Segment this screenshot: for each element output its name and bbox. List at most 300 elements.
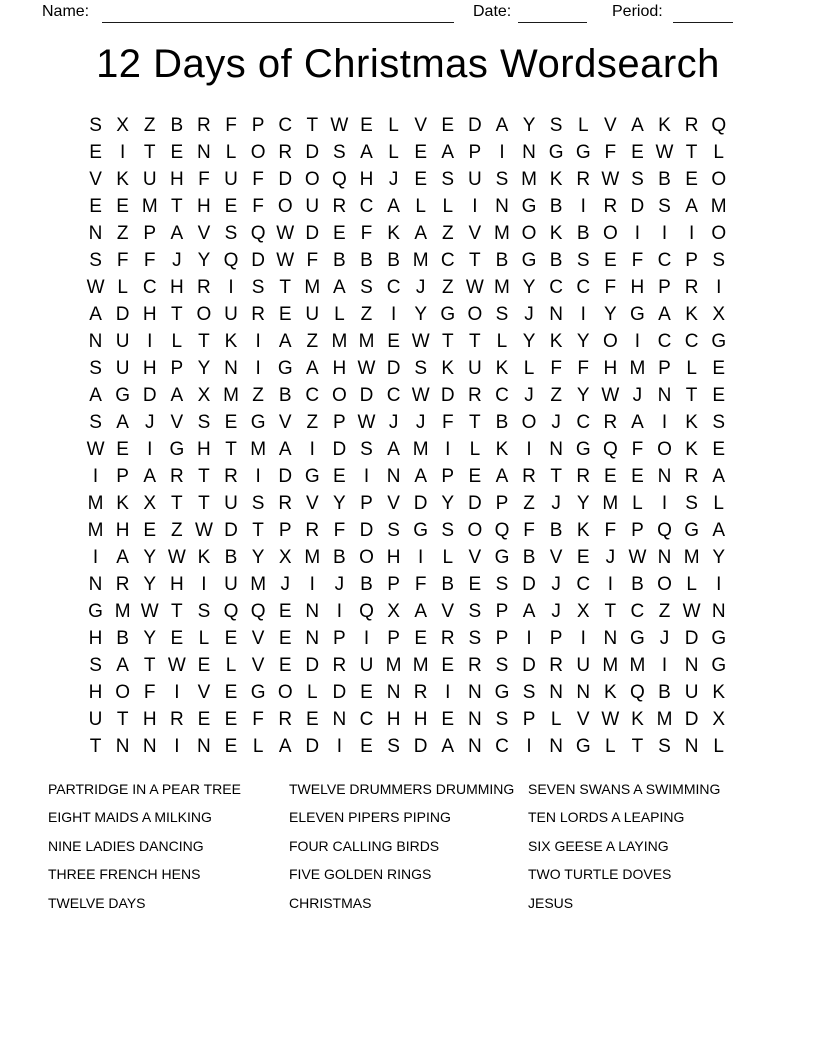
grid-letter-r8-c1: A: [89, 304, 102, 325]
grid-letter-r21-c10: R: [332, 655, 347, 676]
grid-letter-r18-c4: H: [169, 574, 184, 595]
grid-letter-r21-c15: R: [467, 655, 482, 676]
grid-letter-r11-c11: D: [359, 385, 374, 406]
grid-letter-r14-c9: G: [304, 466, 320, 487]
grid-letter-r8-c2: D: [115, 304, 130, 325]
grid-letter-r6-c6: Q: [223, 250, 239, 271]
grid-letter-r9-c10: M: [331, 331, 348, 352]
grid-letter-r5-c20: O: [602, 223, 618, 244]
word-list-item: THREE FRENCH HENS: [48, 866, 201, 883]
grid-letter-r14-c4: R: [169, 466, 184, 487]
date-blank-line: [518, 6, 587, 23]
grid-letter-r21-c24: G: [711, 655, 727, 676]
date-label: Date:: [473, 3, 512, 20]
grid-letter-r13-c7: M: [250, 439, 267, 460]
grid-letter-r15-c3: X: [143, 493, 157, 514]
grid-letter-r6-c13: M: [412, 250, 429, 271]
grid-letter-r6-c1: S: [89, 250, 102, 271]
period-blank-line: [673, 6, 733, 23]
grid-letter-r14-c13: A: [414, 466, 428, 487]
grid-letter-r4-c6: E: [224, 196, 238, 217]
word-list: [48, 780, 768, 922]
grid-letter-r16-c2: H: [115, 520, 130, 541]
grid-letter-r23-c9: E: [305, 709, 319, 730]
grid-letter-r17-c22: N: [657, 547, 672, 568]
grid-letter-r5-c6: S: [224, 223, 238, 244]
grid-letter-r12-c4: V: [170, 412, 184, 433]
grid-letter-r18-c9: I: [309, 574, 315, 595]
grid-letter-r3-c21: S: [631, 169, 644, 190]
grid-letter-r14-c10: E: [333, 466, 346, 487]
grid-letter-r6-c19: S: [576, 250, 590, 271]
grid-letter-r1-c11: E: [360, 115, 373, 136]
grid-letter-r2-c1: E: [89, 142, 102, 163]
grid-letter-r10-c3: H: [142, 358, 157, 379]
grid-letter-r19-c16: P: [495, 601, 509, 622]
grid-letter-r13-c13: M: [412, 439, 429, 460]
grid-letter-r23-c17: P: [522, 709, 536, 730]
grid-letter-r5-c17: O: [521, 223, 537, 244]
grid-letter-r3-c1: V: [89, 169, 102, 190]
grid-letter-r3-c16: S: [495, 169, 509, 190]
grid-letter-r7-c10: A: [333, 277, 346, 298]
grid-letter-r14-c20: E: [603, 466, 617, 487]
grid-letter-r19-c6: Q: [223, 601, 239, 622]
grid-letter-r14-c16: A: [495, 466, 509, 487]
grid-letter-r2-c23: T: [685, 142, 698, 163]
grid-letter-r15-c11: P: [360, 493, 373, 514]
grid-letter-r7-c15: W: [465, 277, 484, 298]
grid-letter-r3-c15: U: [467, 169, 482, 190]
grid-letter-r23-c4: R: [169, 709, 184, 730]
grid-letter-r1-c7: P: [251, 115, 265, 136]
grid-letter-r16-c14: S: [441, 520, 455, 541]
grid-letter-r8-c21: G: [630, 304, 645, 325]
grid-letter-r6-c12: B: [387, 250, 400, 271]
grid-letter-r8-c19: I: [580, 304, 586, 325]
grid-letter-r15-c13: D: [413, 493, 428, 514]
grid-letter-r3-c13: E: [414, 169, 428, 190]
grid-letter-r10-c1: S: [89, 358, 102, 379]
grid-letter-r16-c24: A: [712, 520, 726, 541]
grid-letter-r2-c2: I: [120, 142, 126, 163]
grid-letter-r18-c20: I: [607, 574, 613, 595]
grid-letter-r23-c24: X: [712, 709, 726, 730]
grid-letter-r6-c15: T: [469, 250, 481, 271]
grid-letter-r5-c3: P: [143, 223, 157, 244]
word-list-item: NINE LADIES DANCING: [48, 837, 204, 854]
grid-letter-r18-c7: M: [250, 574, 267, 595]
grid-letter-r4-c14: L: [442, 196, 454, 217]
grid-letter-r8-c3: H: [142, 304, 157, 325]
grid-letter-r9-c12: E: [387, 331, 400, 352]
grid-letter-r14-c24: A: [712, 466, 726, 487]
grid-letter-r9-c5: T: [198, 331, 210, 352]
grid-letter-r9-c7: I: [255, 331, 261, 352]
grid-letter-r21-c11: U: [359, 655, 374, 676]
page-title: 12 Days of Christmas Wordsearch: [96, 42, 720, 86]
grid-letter-r22-c20: K: [603, 682, 617, 703]
grid-letter-r18-c10: J: [334, 574, 345, 595]
grid-letter-r4-c24: M: [710, 196, 727, 217]
grid-letter-r3-c19: R: [576, 169, 591, 190]
grid-letter-r23-c12: H: [386, 709, 401, 730]
grid-letter-r1-c8: C: [278, 115, 293, 136]
grid-letter-r19-c18: J: [551, 601, 561, 622]
grid-letter-r6-c20: E: [603, 250, 617, 271]
grid-letter-r20-c4: E: [170, 628, 184, 649]
grid-letter-r13-c3: I: [147, 439, 153, 460]
grid-letter-r13-c9: I: [309, 439, 315, 460]
grid-letter-r20-c15: S: [468, 628, 482, 649]
grid-letter-r22-c11: E: [360, 682, 373, 703]
grid-letter-r12-c11: W: [357, 412, 376, 433]
grid-letter-r21-c21: M: [629, 655, 646, 676]
grid-letter-r3-c2: K: [116, 169, 129, 190]
grid-letter-r24-c22: S: [658, 736, 671, 757]
grid-letter-r2-c6: L: [225, 142, 237, 163]
grid-letter-r9-c21: I: [634, 331, 641, 352]
grid-letter-r22-c22: B: [658, 682, 671, 703]
grid-letter-r11-c22: N: [657, 385, 672, 406]
grid-letter-r21-c5: E: [197, 655, 211, 676]
grid-letter-r22-c16: G: [494, 682, 510, 703]
grid-letter-r11-c6: M: [223, 385, 239, 406]
grid-letter-r8-c16: S: [495, 304, 509, 325]
grid-letter-r2-c17: N: [522, 142, 536, 163]
grid-letter-r1-c23: R: [684, 115, 699, 136]
grid-letter-r4-c15: I: [472, 196, 478, 217]
grid-letter-r17-c11: O: [359, 547, 374, 568]
grid-letter-r13-c21: F: [631, 439, 644, 460]
grid-letter-r1-c20: V: [603, 115, 617, 136]
grid-letter-r5-c10: E: [333, 223, 346, 244]
word-list-item: SEVEN SWANS A SWIMMING: [528, 781, 721, 797]
grid-letter-r9-c13: W: [411, 331, 430, 352]
grid-letter-r2-c15: P: [468, 142, 482, 163]
grid-letter-r14-c17: R: [522, 466, 536, 487]
grid-letter-r10-c16: K: [495, 358, 509, 379]
grid-letter-r18-c18: J: [551, 574, 561, 595]
grid-letter-r10-c20: H: [603, 358, 618, 379]
grid-letter-r11-c9: C: [305, 385, 320, 406]
word-list-item: TWELVE DRUMMERS DRUMMING: [289, 781, 515, 797]
grid-letter-r15-c4: T: [171, 493, 183, 514]
grid-letter-r7-c23: R: [684, 277, 699, 298]
grid-letter-r8-c15: O: [467, 304, 483, 325]
grid-letter-r2-c8: R: [278, 142, 293, 163]
grid-letter-r13-c23: K: [685, 439, 698, 460]
grid-letter-r11-c24: E: [712, 385, 726, 406]
grid-letter-r7-c13: J: [415, 277, 426, 298]
grid-letter-r11-c23: T: [685, 385, 698, 406]
grid-letter-r24-c10: I: [336, 736, 343, 757]
grid-letter-r16-c22: Q: [657, 520, 672, 541]
grid-letter-r4-c8: O: [277, 196, 293, 217]
grid-letter-r16-c13: G: [413, 520, 429, 541]
grid-letter-r11-c16: C: [495, 385, 509, 406]
grid-letter-r1-c10: W: [330, 115, 349, 136]
grid-letter-r3-c23: E: [685, 169, 698, 190]
grid-letter-r15-c23: S: [685, 493, 698, 514]
grid-letter-r23-c15: N: [467, 709, 482, 730]
grid-letter-r17-c21: W: [628, 547, 647, 568]
grid-letter-r12-c20: R: [603, 412, 618, 433]
grid-letter-r14-c21: E: [631, 466, 644, 487]
grid-letter-r21-c8: E: [278, 655, 292, 676]
grid-letter-r23-c10: N: [332, 709, 347, 730]
grid-letter-r7-c8: T: [279, 277, 291, 298]
grid-letter-r5-c13: A: [414, 223, 428, 244]
grid-letter-r12-c12: J: [388, 412, 399, 433]
grid-letter-r22-c10: D: [332, 682, 347, 703]
grid-letter-r4-c22: S: [658, 196, 671, 217]
grid-letter-r13-c19: G: [575, 439, 591, 460]
grid-letter-r7-c18: C: [549, 277, 563, 298]
grid-letter-r1-c17: Y: [522, 115, 536, 136]
grid-letter-r8-c22: A: [658, 304, 671, 325]
grid-letter-r24-c15: N: [467, 736, 482, 757]
grid-letter-r21-c9: D: [305, 655, 320, 676]
grid-letter-r3-c12: J: [388, 169, 399, 190]
grid-letter-r1-c3: Z: [143, 115, 156, 136]
grid-letter-r4-c1: E: [89, 196, 102, 217]
grid-letter-r17-c10: B: [333, 547, 346, 568]
grid-letter-r15-c16: P: [495, 493, 509, 514]
grid-letter-r6-c5: Y: [197, 250, 211, 271]
grid-letter-r7-c5: R: [197, 277, 211, 298]
grid-letter-r16-c7: T: [252, 520, 264, 541]
grid-letter-r18-c11: B: [360, 574, 373, 595]
grid-letter-r2-c24: L: [713, 142, 724, 163]
grid-letter-r15-c20: M: [602, 493, 619, 514]
grid-letter-r17-c14: L: [442, 547, 454, 568]
grid-letter-r9-c4: L: [171, 331, 183, 352]
grid-letter-r12-c1: S: [89, 412, 102, 433]
grid-letter-r18-c3: Y: [143, 574, 157, 595]
grid-letter-r10-c13: S: [414, 358, 428, 379]
grid-letter-r13-c8: A: [278, 439, 292, 460]
grid-letter-r13-c4: G: [169, 439, 185, 460]
grid-letter-r23-c6: E: [224, 709, 238, 730]
grid-letter-r11-c15: R: [467, 385, 482, 406]
grid-letter-r21-c3: T: [143, 655, 156, 676]
grid-letter-r9-c20: O: [602, 331, 618, 352]
word-list-item: TEN LORDS A LEAPING: [528, 809, 685, 826]
grid-letter-r8-c6: U: [224, 304, 238, 325]
grid-letter-r6-c14: C: [440, 250, 455, 271]
grid-letter-r12-c3: J: [144, 412, 155, 433]
grid-letter-r15-c1: M: [87, 493, 104, 514]
grid-letter-r23-c8: R: [278, 709, 293, 730]
grid-letter-r4-c13: L: [415, 196, 426, 217]
grid-letter-r23-c19: V: [576, 709, 590, 730]
grid-letter-r20-c18: P: [549, 628, 563, 649]
grid-letter-r24-c12: S: [387, 736, 400, 757]
grid-letter-r24-c8: A: [278, 736, 292, 757]
grid-letter-r22-c2: O: [115, 682, 131, 703]
grid-letter-r4-c2: E: [116, 196, 129, 217]
grid-letter-r15-c6: U: [224, 493, 238, 514]
grid-letter-r22-c13: R: [413, 682, 428, 703]
grid-letter-r17-c18: V: [549, 547, 563, 568]
grid-letter-r16-c6: D: [224, 520, 238, 541]
grid-letter-r1-c15: D: [467, 115, 482, 136]
grid-letter-r24-c13: D: [413, 736, 428, 757]
grid-letter-r24-c1: T: [89, 736, 102, 757]
grid-letter-r10-c8: G: [277, 358, 293, 379]
grid-letter-r17-c24: Y: [712, 547, 726, 568]
grid-letter-r9-c1: N: [88, 331, 103, 352]
grid-letter-r5-c14: Z: [441, 223, 454, 244]
grid-letter-r21-c12: M: [385, 655, 402, 676]
grid-letter-r14-c11: I: [363, 466, 370, 487]
grid-letter-r10-c9: A: [305, 358, 319, 379]
grid-letter-r11-c20: W: [601, 385, 620, 406]
grid-letter-r5-c11: F: [360, 223, 373, 244]
grid-letter-r11-c2: G: [115, 385, 131, 406]
grid-letter-r16-c3: E: [143, 520, 157, 541]
grid-letter-r15-c17: Z: [523, 493, 535, 514]
grid-letter-r9-c14: T: [441, 331, 454, 352]
grid-letter-r9-c19: Y: [576, 331, 590, 352]
grid-letter-r24-c14: A: [441, 736, 455, 757]
grid-letter-r15-c9: V: [305, 493, 319, 514]
grid-letter-r18-c2: R: [115, 574, 130, 595]
grid-letter-r23-c2: T: [116, 709, 129, 730]
grid-letter-r3-c14: S: [441, 169, 455, 190]
grid-letter-r22-c24: K: [712, 682, 726, 703]
grid-letter-r23-c21: K: [631, 709, 644, 730]
grid-letter-r18-c5: I: [201, 574, 207, 595]
grid-letter-r3-c22: B: [658, 169, 671, 190]
grid-letter-r10-c2: U: [115, 358, 130, 379]
grid-letter-r21-c4: W: [167, 655, 186, 676]
grid-letter-r4-c3: M: [141, 196, 158, 217]
grid-letter-r24-c24: L: [713, 736, 724, 757]
grid-letter-r3-c10: Q: [332, 169, 347, 190]
grid-letter-r3-c24: O: [711, 169, 727, 190]
grid-letter-r5-c7: Q: [250, 223, 266, 244]
grid-letter-r20-c24: G: [711, 628, 727, 649]
grid-letter-r17-c8: X: [278, 547, 292, 568]
grid-letter-r11-c4: A: [170, 385, 184, 406]
grid-letter-r5-c5: V: [197, 223, 211, 244]
grid-letter-r4-c10: R: [332, 196, 347, 217]
grid-letter-r18-c23: L: [686, 574, 697, 595]
grid-letter-r17-c5: K: [197, 547, 211, 568]
grid-letter-r15-c2: K: [116, 493, 129, 514]
grid-letter-r16-c12: S: [387, 520, 400, 541]
grid-letter-r22-c17: S: [522, 682, 536, 703]
grid-letter-r17-c12: H: [386, 547, 401, 568]
grid-letter-r24-c23: N: [684, 736, 699, 757]
grid-letter-r3-c8: D: [278, 169, 293, 190]
grid-letter-r12-c6: E: [224, 412, 238, 433]
grid-letter-r20-c21: G: [630, 628, 645, 649]
grid-letter-r19-c10: I: [336, 601, 343, 622]
grid-letter-r13-c22: O: [657, 439, 672, 460]
grid-letter-r1-c9: T: [306, 115, 319, 136]
grid-letter-r2-c11: A: [360, 142, 373, 163]
grid-letter-r15-c24: L: [713, 493, 724, 514]
word-list-item: TWO TURTLE DOVES: [528, 866, 672, 883]
grid-letter-r9-c18: K: [549, 331, 563, 352]
grid-letter-r24-c20: L: [605, 736, 616, 757]
grid-letter-r1-c22: K: [658, 115, 671, 136]
grid-letter-r21-c14: E: [441, 655, 455, 676]
grid-letter-r3-c6: U: [224, 169, 238, 190]
grid-letter-r5-c16: M: [494, 223, 510, 244]
grid-letter-r9-c6: K: [224, 331, 238, 352]
grid-letter-r5-c22: I: [661, 223, 668, 244]
grid-letter-r17-c17: B: [522, 547, 536, 568]
grid-letter-r17-c6: B: [224, 547, 238, 568]
grid-letter-r19-c20: T: [604, 601, 617, 622]
grid-letter-r17-c15: V: [468, 547, 482, 568]
grid-letter-r1-c5: R: [197, 115, 211, 136]
grid-letter-r5-c23: I: [688, 223, 695, 244]
grid-letter-r16-c16: Q: [494, 520, 510, 541]
grid-letter-r7-c4: H: [169, 277, 184, 298]
grid-letter-r5-c9: D: [305, 223, 320, 244]
grid-letter-r2-c7: O: [250, 142, 266, 163]
grid-letter-r18-c12: P: [387, 574, 400, 595]
grid-letter-r8-c11: Z: [360, 304, 373, 325]
grid-letter-r6-c17: G: [521, 250, 537, 271]
grid-letter-r4-c5: H: [197, 196, 211, 217]
grid-letter-r12-c16: B: [495, 412, 509, 433]
grid-letter-r6-c23: P: [685, 250, 698, 271]
grid-letter-r7-c7: S: [251, 277, 265, 298]
grid-letter-r12-c10: P: [333, 412, 346, 433]
grid-letter-r14-c7: I: [255, 466, 261, 487]
grid-letter-r3-c7: F: [252, 169, 264, 190]
grid-letter-r10-c17: L: [523, 358, 535, 379]
grid-letter-r4-c7: F: [252, 196, 264, 217]
grid-letter-r8-c23: K: [685, 304, 698, 325]
grid-letter-r23-c5: E: [197, 709, 211, 730]
grid-letter-r19-c21: C: [630, 601, 645, 622]
grid-letter-r2-c3: T: [143, 142, 156, 163]
grid-letter-r20-c1: H: [88, 628, 103, 649]
grid-letter-r8-c8: E: [278, 304, 292, 325]
grid-letter-r8-c14: G: [440, 304, 456, 325]
grid-letter-r7-c22: P: [658, 277, 671, 298]
grid-letter-r3-c11: H: [359, 169, 374, 190]
grid-letter-r20-c12: P: [387, 628, 400, 649]
grid-letter-r23-c1: U: [88, 709, 103, 730]
grid-letter-r17-c1: I: [92, 547, 99, 568]
grid-letter-r7-c12: C: [386, 277, 401, 298]
grid-letter-r21-c17: D: [522, 655, 536, 676]
grid-letter-r20-c16: P: [495, 628, 509, 649]
grid-letter-r14-c15: E: [468, 466, 482, 487]
grid-letter-r19-c11: Q: [359, 601, 374, 622]
grid-letter-r5-c1: N: [88, 223, 103, 244]
grid-letter-r2-c22: W: [655, 142, 674, 163]
grid-letter-r13-c20: Q: [602, 439, 618, 460]
word-list-item: PARTRIDGE IN A PEAR TREE: [48, 781, 241, 797]
grid-letter-r21-c18: R: [549, 655, 563, 676]
grid-letter-r1-c6: F: [225, 115, 237, 136]
grid-letter-r20-c7: V: [251, 628, 265, 649]
grid-letter-r17-c9: M: [304, 547, 321, 568]
grid-letter-r13-c1: W: [86, 439, 105, 460]
grid-letter-r9-c24: G: [711, 331, 727, 352]
grid-letter-r14-c6: R: [224, 466, 238, 487]
grid-letter-r23-c20: W: [601, 709, 620, 730]
